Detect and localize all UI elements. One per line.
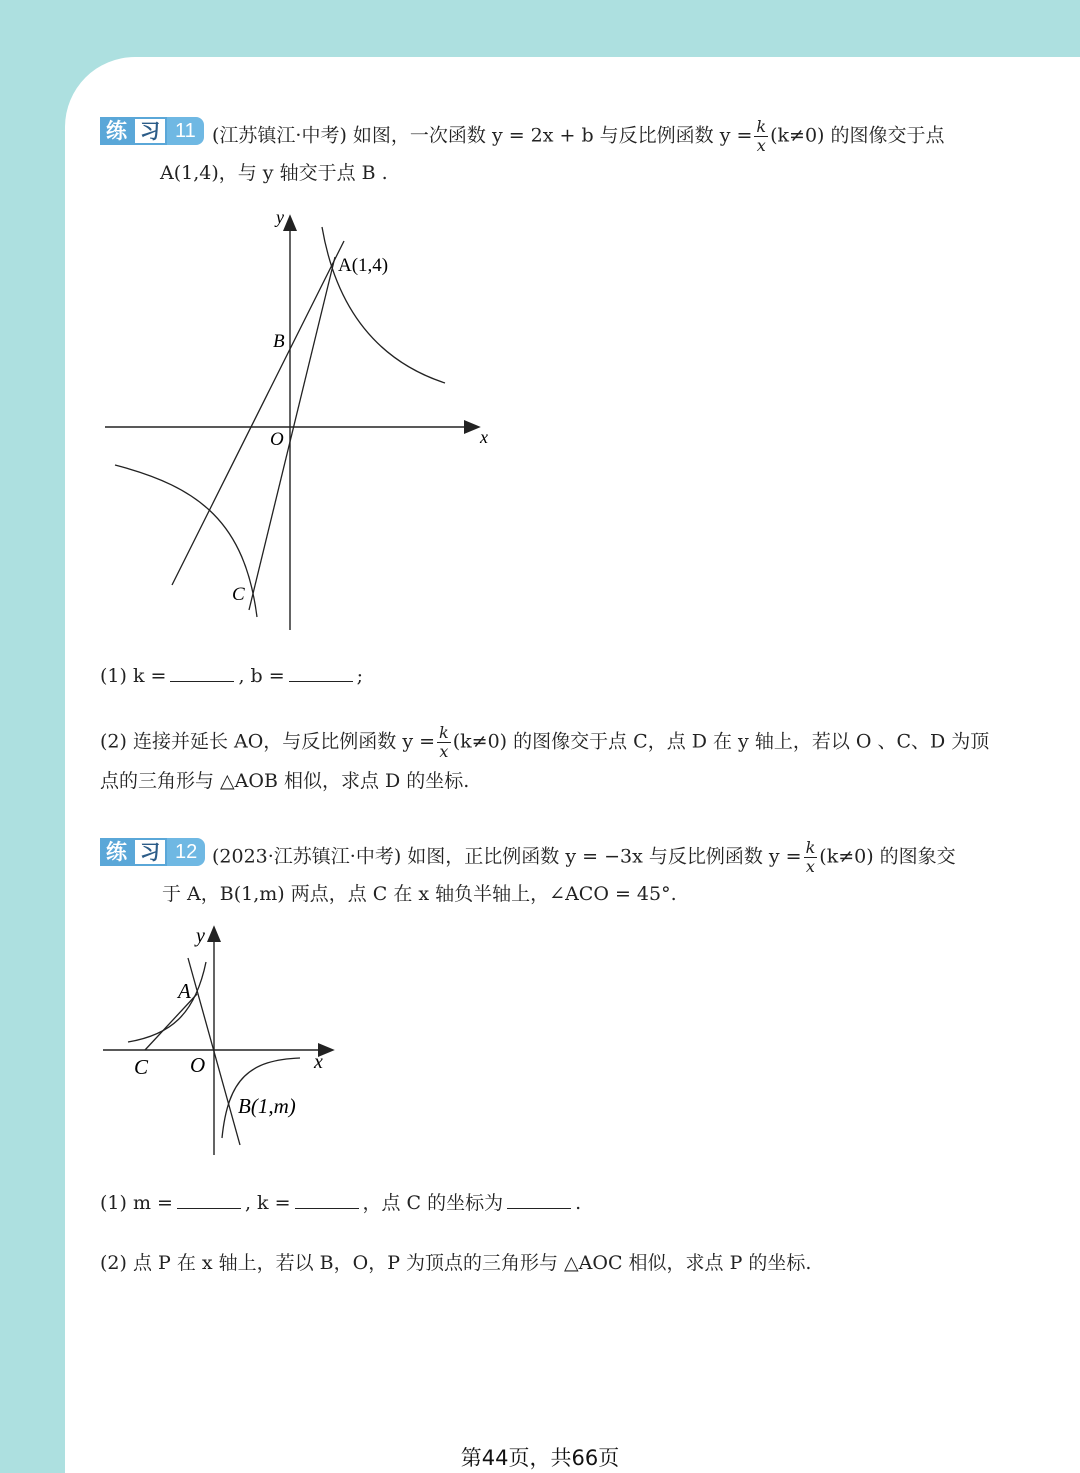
- badge-char-xi: 习: [133, 117, 167, 145]
- frac-numerator: k: [805, 838, 816, 857]
- p11-statement-part-b: (k≠0) 的图像交于点: [770, 124, 945, 147]
- frac-numerator: k: [439, 723, 449, 742]
- p11-statement-line1: [212, 118, 945, 155]
- x-axis-label: x: [480, 427, 488, 447]
- q1-label-c: ，点 C 的坐标为: [362, 1192, 504, 1214]
- p12-statement-part-b: (k≠0) 的图象交: [819, 845, 956, 868]
- origin-label: O: [190, 1053, 206, 1077]
- frac-denominator: x: [439, 742, 449, 761]
- frac-numerator: k: [756, 117, 767, 136]
- p11-question-2-line2: 点的三角形与 △AOB 相似，求点 D 的坐标.: [100, 770, 470, 792]
- point-a-label: A(1,4): [338, 255, 389, 276]
- hyperbola-branch-q2: [128, 962, 206, 1042]
- answer-blank-b[interactable]: [289, 663, 353, 682]
- p11-question-2-line1: [100, 724, 989, 761]
- badge-char-lian: 练: [100, 838, 133, 866]
- fraction-k-over-x: [804, 839, 818, 876]
- q1-label-m: (1) m =: [100, 1192, 173, 1214]
- fraction-k-over-x: [437, 724, 451, 761]
- frac-denominator: x: [805, 857, 815, 876]
- linear-function-line: [172, 241, 344, 585]
- p12-question-2: (2) 点 P 在 x 轴上，若以 B，O，P 为顶点的三角形与 △AOC 相似，求点 P 的坐标.: [100, 1252, 812, 1274]
- hyperbola-branch-q1: [322, 227, 445, 383]
- page-footer: 第44页，共66页: [460, 1446, 620, 1470]
- y-axis-label: y: [196, 925, 205, 947]
- answer-blank-k[interactable]: [295, 1190, 359, 1209]
- p11-figure: [100, 205, 500, 635]
- p12-figure: [100, 920, 340, 1160]
- exercise-badge-12: [100, 837, 205, 867]
- q1-end: .: [575, 1192, 582, 1214]
- point-a-label: A: [178, 979, 191, 1003]
- badge-number: 11: [167, 117, 204, 145]
- p12-statement-part-a: (2023·江苏镇江·中考) 如图，正比例函数 y = −3x 与反比例函数 y =: [212, 845, 802, 868]
- p11-statement-line2: A(1,4)，与 y 轴交于点 B .: [160, 162, 388, 184]
- q1-label-k: , k =: [244, 1192, 291, 1214]
- badge-number: 12: [167, 838, 205, 866]
- frac-denominator: x: [756, 136, 766, 155]
- y-axis-label: y: [276, 207, 284, 227]
- badge-char-xi: 习: [133, 838, 167, 866]
- p11-statement-part-a: (江苏镇江·中考) 如图，一次函数 y = 2x + b 与反比例函数 y =: [212, 124, 753, 147]
- q1-label-b: , b =: [238, 665, 285, 687]
- badge-char-lian: 练: [100, 117, 133, 145]
- answer-blank-c[interactable]: [507, 1190, 571, 1209]
- x-axis-label: x: [314, 1051, 323, 1073]
- origin-label: O: [270, 429, 284, 450]
- point-b-label: B: [273, 331, 285, 352]
- point-c-label: C: [134, 1055, 149, 1079]
- line-aoc: [249, 257, 335, 610]
- p12-question-1: [100, 1190, 581, 1216]
- p11-question-1: [100, 663, 363, 689]
- fraction-k-over-x: [754, 118, 768, 155]
- q2-part-a: (2) 连接并延长 AO，与反比例函数 y =: [100, 730, 436, 753]
- q1-label-k: (1) k =: [100, 665, 167, 687]
- answer-blank-k[interactable]: [170, 663, 234, 682]
- q1-end: ;: [356, 665, 364, 687]
- p12-statement-line1: [212, 839, 956, 876]
- p12-statement-line2: 于 A，B(1,m) 两点，点 C 在 x 轴负半轴上，∠ACO = 45°.: [162, 883, 677, 905]
- answer-blank-m[interactable]: [177, 1190, 241, 1209]
- point-c-label: C: [232, 584, 245, 605]
- exercise-badge-11: [100, 116, 204, 146]
- q2-part-b: (k≠0) 的图像交于点 C，点 D 在 y 轴上，若以 O 、C、D 为顶: [452, 730, 990, 753]
- point-b-label: B(1,m): [238, 1094, 296, 1118]
